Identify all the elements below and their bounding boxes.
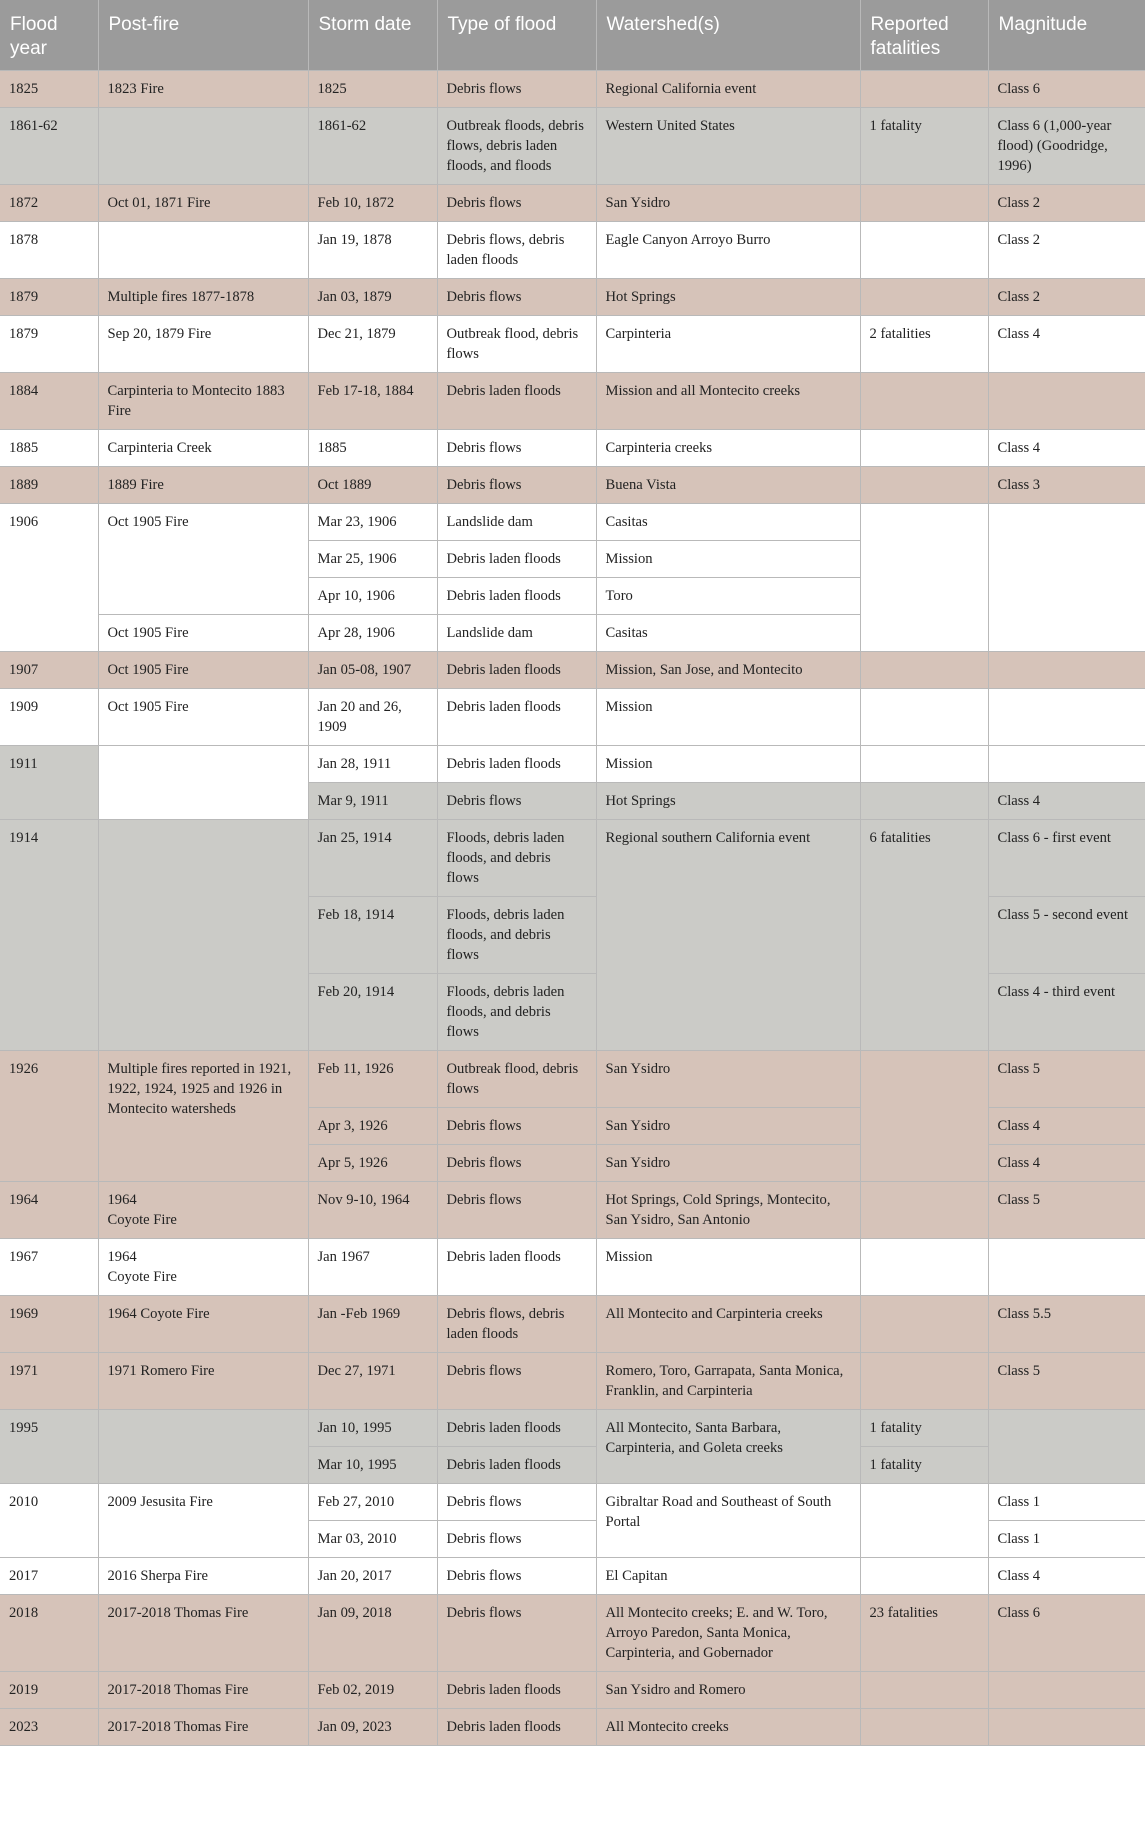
cell-flood-type: Debris laden floods: [437, 1709, 596, 1746]
cell-watershed: San Ysidro and Romero: [596, 1672, 860, 1709]
cell-watershed: San Ysidro: [596, 1145, 860, 1182]
cell-watershed: Casitas: [596, 504, 860, 541]
table-row: [0, 1672, 1145, 1709]
table-row: [0, 1595, 1145, 1672]
cell-storm-date: Jan 03, 1879: [308, 279, 437, 316]
cell-magnitude: Class 6 (1,000-year flood) (Goodridge, 1996): [988, 108, 1145, 185]
table-row: [0, 689, 1145, 746]
table-row: [0, 1709, 1145, 1746]
cell-post-fire: [98, 1410, 308, 1484]
cell-flood-type: Floods, debris laden floods, and debris flows: [437, 897, 596, 974]
cell-post-fire: Sep 20, 1879 Fire: [98, 316, 308, 373]
cell-post-fire: Oct 1905 Fire: [98, 652, 308, 689]
cell-flood-type: Debris flows: [437, 783, 596, 820]
cell-fatalities: [860, 1353, 988, 1410]
cell-fatalities: [860, 279, 988, 316]
cell-fatalities: [860, 1672, 988, 1709]
cell-storm-date: Feb 02, 2019: [308, 1672, 437, 1709]
cell-year: 1885: [0, 430, 98, 467]
header-storm-date: Storm date: [308, 0, 437, 71]
cell-fatalities: [860, 185, 988, 222]
cell-fatalities: 1 fatality: [860, 1410, 988, 1447]
header-flood-year: Flood year: [0, 0, 98, 71]
table-row: [0, 1353, 1145, 1410]
cell-flood-type: Outbreak flood, debris flows: [437, 1051, 596, 1108]
cell-storm-date: Mar 25, 1906: [308, 541, 437, 578]
table-row: [0, 185, 1145, 222]
cell-flood-type: Debris laden floods: [437, 1672, 596, 1709]
cell-year: 1907: [0, 652, 98, 689]
cell-flood-type: Debris laden floods: [437, 541, 596, 578]
cell-post-fire: 1971 Romero Fire: [98, 1353, 308, 1410]
cell-fatalities: [860, 1051, 988, 1182]
cell-watershed: Mission: [596, 1239, 860, 1296]
cell-magnitude: [988, 652, 1145, 689]
cell-year: 1906: [0, 504, 98, 652]
cell-magnitude: Class 5.5: [988, 1296, 1145, 1353]
cell-magnitude: Class 6: [988, 1595, 1145, 1672]
cell-storm-date: Mar 10, 1995: [308, 1447, 437, 1484]
cell-magnitude: Class 4: [988, 430, 1145, 467]
cell-watershed: Hot Springs, Cold Springs, Montecito, San Ysidro, San Antonio: [596, 1182, 860, 1239]
cell-flood-type: Debris flows: [437, 1558, 596, 1595]
cell-watershed: San Ysidro: [596, 1051, 860, 1108]
cell-year: 1879: [0, 279, 98, 316]
cell-storm-date: Feb 27, 2010: [308, 1484, 437, 1521]
cell-storm-date: 1825: [308, 71, 437, 108]
cell-magnitude: Class 6 - first event: [988, 820, 1145, 897]
cell-post-fire: [98, 222, 308, 279]
cell-storm-date: Jan 19, 1878: [308, 222, 437, 279]
cell-fatalities: 1 fatality: [860, 1447, 988, 1484]
table-row: [0, 279, 1145, 316]
cell-year: 1995: [0, 1410, 98, 1484]
cell-storm-date: Feb 20, 1914: [308, 974, 437, 1051]
cell-storm-date: Apr 3, 1926: [308, 1108, 437, 1145]
cell-fatalities: [860, 373, 988, 430]
cell-storm-date: Jan 20 and 26, 1909: [308, 689, 437, 746]
cell-flood-type: Debris flows: [437, 71, 596, 108]
cell-post-fire: Oct 1905 Fire: [98, 689, 308, 746]
cell-magnitude: Class 1: [988, 1484, 1145, 1521]
table-row: [0, 1296, 1145, 1353]
cell-magnitude: Class 4 - third event: [988, 974, 1145, 1051]
cell-watershed: Toro: [596, 578, 860, 615]
cell-flood-type: Debris laden floods: [437, 373, 596, 430]
cell-flood-type: Outbreak floods, debris flows, debris laden floods, and floods: [437, 108, 596, 185]
cell-post-fire: Oct 1905 Fire: [98, 504, 308, 615]
cell-storm-date: Feb 11, 1926: [308, 1051, 437, 1108]
table-row: [0, 222, 1145, 279]
cell-watershed: San Ysidro: [596, 185, 860, 222]
cell-storm-date: Apr 10, 1906: [308, 578, 437, 615]
cell-storm-date: Mar 23, 1906: [308, 504, 437, 541]
cell-year: 1878: [0, 222, 98, 279]
cell-flood-type: Debris flows: [437, 1484, 596, 1521]
cell-fatalities: 6 fatalities: [860, 820, 988, 1051]
cell-post-fire: Carpinteria to Montecito 1883 Fire: [98, 373, 308, 430]
cell-flood-type: Landslide dam: [437, 504, 596, 541]
cell-watershed: All Montecito and Carpinteria creeks: [596, 1296, 860, 1353]
cell-year: 1889: [0, 467, 98, 504]
cell-watershed: Western United States: [596, 108, 860, 185]
cell-storm-date: Jan 25, 1914: [308, 820, 437, 897]
cell-year: 1969: [0, 1296, 98, 1353]
cell-fatalities: [860, 1709, 988, 1746]
cell-post-fire: [98, 108, 308, 185]
cell-magnitude: [988, 504, 1145, 652]
cell-magnitude: Class 4: [988, 1108, 1145, 1145]
cell-fatalities: [860, 504, 988, 652]
cell-year: 1914: [0, 820, 98, 1051]
cell-fatalities: [860, 71, 988, 108]
header-magnitude: Magnitude: [988, 0, 1145, 71]
cell-watershed: All Montecito creeks: [596, 1709, 860, 1746]
cell-year: 1911: [0, 746, 98, 820]
cell-post-fire: Oct 01, 1871 Fire: [98, 185, 308, 222]
cell-magnitude: Class 2: [988, 279, 1145, 316]
cell-flood-type: Debris flows: [437, 1145, 596, 1182]
table-row: [0, 820, 1145, 897]
cell-flood-type: Floods, debris laden floods, and debris flows: [437, 974, 596, 1051]
cell-post-fire: 2017-2018 Thomas Fire: [98, 1595, 308, 1672]
cell-post-fire: 1823 Fire: [98, 71, 308, 108]
cell-year: 1964: [0, 1182, 98, 1239]
cell-watershed: Romero, Toro, Garrapata, Santa Monica, Franklin, and Carpinteria: [596, 1353, 860, 1410]
cell-watershed: Regional southern California event: [596, 820, 860, 1051]
cell-flood-type: Debris flows: [437, 1521, 596, 1558]
cell-storm-date: Apr 28, 1906: [308, 615, 437, 652]
cell-storm-date: Jan -Feb 1969: [308, 1296, 437, 1353]
cell-post-fire: Multiple fires 1877-1878: [98, 279, 308, 316]
cell-post-fire: 1964 Coyote Fire: [98, 1182, 308, 1239]
cell-magnitude: [988, 1410, 1145, 1484]
cell-fatalities: 1 fatality: [860, 108, 988, 185]
cell-magnitude: Class 2: [988, 222, 1145, 279]
cell-flood-type: Debris laden floods: [437, 1239, 596, 1296]
cell-watershed: Hot Springs: [596, 783, 860, 820]
table-row: [0, 1051, 1145, 1108]
cell-flood-type: Debris flows, debris laden floods: [437, 222, 596, 279]
cell-post-fire: [98, 746, 308, 820]
cell-year: 1825: [0, 71, 98, 108]
cell-flood-type: Debris flows: [437, 467, 596, 504]
cell-post-fire: Carpinteria Creek: [98, 430, 308, 467]
cell-magnitude: Class 1: [988, 1521, 1145, 1558]
cell-watershed: Carpinteria creeks: [596, 430, 860, 467]
cell-year: 2019: [0, 1672, 98, 1709]
cell-magnitude: Class 5: [988, 1051, 1145, 1108]
cell-year: 2023: [0, 1709, 98, 1746]
cell-flood-type: Debris flows: [437, 1353, 596, 1410]
cell-flood-type: Debris flows, debris laden floods: [437, 1296, 596, 1353]
cell-watershed: Eagle Canyon Arroyo Burro: [596, 222, 860, 279]
cell-post-fire: 1964 Coyote Fire: [98, 1296, 308, 1353]
cell-flood-type: Debris flows: [437, 1108, 596, 1145]
cell-fatalities: [860, 652, 988, 689]
cell-magnitude: Class 5: [988, 1353, 1145, 1410]
cell-fatalities: 2 fatalities: [860, 316, 988, 373]
table-row: [0, 1484, 1145, 1521]
cell-flood-type: Debris flows: [437, 279, 596, 316]
cell-post-fire: Multiple fires reported in 1921, 1922, 1924, 1925 and 1926 in Montecito watersheds: [98, 1051, 308, 1182]
table-row: [0, 1182, 1145, 1239]
cell-post-fire: 2017-2018 Thomas Fire: [98, 1672, 308, 1709]
cell-fatalities: [860, 783, 988, 820]
cell-fatalities: [860, 430, 988, 467]
cell-post-fire: 2009 Jesusita Fire: [98, 1484, 308, 1558]
cell-storm-date: 1861-62: [308, 108, 437, 185]
cell-post-fire: 2016 Sherpa Fire: [98, 1558, 308, 1595]
cell-flood-type: Debris flows: [437, 1182, 596, 1239]
cell-watershed: Carpinteria: [596, 316, 860, 373]
cell-flood-type: Debris laden floods: [437, 1410, 596, 1447]
cell-flood-type: Landslide dam: [437, 615, 596, 652]
cell-fatalities: [860, 222, 988, 279]
table-row: [0, 316, 1145, 373]
cell-watershed: Mission, San Jose, and Montecito: [596, 652, 860, 689]
cell-flood-type: Debris flows: [437, 430, 596, 467]
cell-flood-type: Debris laden floods: [437, 689, 596, 746]
cell-year: 2010: [0, 1484, 98, 1558]
table-row: [0, 71, 1145, 108]
cell-magnitude: Class 4: [988, 1558, 1145, 1595]
cell-fatalities: [860, 1484, 988, 1558]
cell-year: 1909: [0, 689, 98, 746]
cell-storm-date: Mar 03, 2010: [308, 1521, 437, 1558]
cell-watershed: All Montecito creeks; E. and W. Toro, Arroyo Paredon, Santa Monica, Carpinteria, and Gobernador: [596, 1595, 860, 1672]
cell-magnitude: Class 4: [988, 783, 1145, 820]
cell-magnitude: Class 5: [988, 1182, 1145, 1239]
cell-flood-type: Debris laden floods: [437, 746, 596, 783]
cell-watershed: San Ysidro: [596, 1108, 860, 1145]
cell-storm-date: Feb 10, 1872: [308, 185, 437, 222]
cell-post-fire: Oct 1905 Fire: [98, 615, 308, 652]
cell-post-fire: 1889 Fire: [98, 467, 308, 504]
table-row: [0, 504, 1145, 541]
cell-fatalities: [860, 1182, 988, 1239]
cell-fatalities: 23 fatalities: [860, 1595, 988, 1672]
cell-watershed: Casitas: [596, 615, 860, 652]
cell-flood-type: Debris laden floods: [437, 652, 596, 689]
cell-storm-date: 1885: [308, 430, 437, 467]
cell-watershed: Hot Springs: [596, 279, 860, 316]
cell-storm-date: Jan 1967: [308, 1239, 437, 1296]
cell-magnitude: [988, 373, 1145, 430]
cell-watershed: Regional California event: [596, 71, 860, 108]
cell-year: 1879: [0, 316, 98, 373]
cell-flood-type: Floods, debris laden floods, and debris flows: [437, 820, 596, 897]
cell-watershed: El Capitan: [596, 1558, 860, 1595]
cell-watershed: Gibraltar Road and Southeast of South Portal: [596, 1484, 860, 1558]
cell-year: 1967: [0, 1239, 98, 1296]
cell-magnitude: [988, 1672, 1145, 1709]
cell-magnitude: [988, 689, 1145, 746]
table-row: [0, 108, 1145, 185]
cell-year: 2018: [0, 1595, 98, 1672]
table-row: [0, 1410, 1145, 1447]
cell-fatalities: [860, 1558, 988, 1595]
cell-fatalities: [860, 467, 988, 504]
cell-fatalities: [860, 1296, 988, 1353]
cell-storm-date: Jan 10, 1995: [308, 1410, 437, 1447]
cell-post-fire: 1964 Coyote Fire: [98, 1239, 308, 1296]
cell-storm-date: Jan 05-08, 1907: [308, 652, 437, 689]
table-row: [0, 746, 1145, 783]
table-row: [0, 652, 1145, 689]
table-row: [0, 373, 1145, 430]
cell-year: 2017: [0, 1558, 98, 1595]
cell-year: 1861-62: [0, 108, 98, 185]
cell-watershed: Mission: [596, 689, 860, 746]
cell-storm-date: Jan 09, 2023: [308, 1709, 437, 1746]
cell-magnitude: Class 4: [988, 1145, 1145, 1182]
cell-watershed: Buena Vista: [596, 467, 860, 504]
cell-magnitude: Class 2: [988, 185, 1145, 222]
table-row: [0, 467, 1145, 504]
cell-post-fire: [98, 820, 308, 1051]
cell-flood-type: Outbreak flood, debris flows: [437, 316, 596, 373]
table-header-row: [0, 0, 1145, 71]
cell-storm-date: Feb 17-18, 1884: [308, 373, 437, 430]
cell-magnitude: [988, 746, 1145, 783]
cell-storm-date: Dec 27, 1971: [308, 1353, 437, 1410]
cell-fatalities: [860, 689, 988, 746]
cell-watershed: Mission and all Montecito creeks: [596, 373, 860, 430]
header-post-fire: Post-fire: [98, 0, 308, 71]
cell-storm-date: Nov 9-10, 1964: [308, 1182, 437, 1239]
cell-magnitude: [988, 1709, 1145, 1746]
cell-year: 1872: [0, 185, 98, 222]
cell-watershed: All Montecito, Santa Barbara, Carpinteria, and Goleta creeks: [596, 1410, 860, 1484]
cell-storm-date: Feb 18, 1914: [308, 897, 437, 974]
cell-flood-type: Debris flows: [437, 185, 596, 222]
cell-storm-date: Jan 28, 1911: [308, 746, 437, 783]
header-type-of-flood: Type of flood: [437, 0, 596, 71]
cell-fatalities: [860, 746, 988, 783]
cell-storm-date: Jan 20, 2017: [308, 1558, 437, 1595]
cell-flood-type: Debris laden floods: [437, 578, 596, 615]
cell-storm-date: Mar 9, 1911: [308, 783, 437, 820]
cell-storm-date: Jan 09, 2018: [308, 1595, 437, 1672]
cell-magnitude: Class 3: [988, 467, 1145, 504]
header-watersheds: Watershed(s): [596, 0, 860, 71]
cell-flood-type: Debris laden floods: [437, 1447, 596, 1484]
cell-watershed: Mission: [596, 541, 860, 578]
cell-year: 1971: [0, 1353, 98, 1410]
cell-flood-type: Debris flows: [437, 1595, 596, 1672]
cell-magnitude: Class 5 - second event: [988, 897, 1145, 974]
header-reported-fatalities: Reported fatalities: [860, 0, 988, 71]
cell-year: 1926: [0, 1051, 98, 1182]
cell-storm-date: Oct 1889: [308, 467, 437, 504]
table-row: [0, 430, 1145, 467]
cell-year: 1884: [0, 373, 98, 430]
cell-magnitude: Class 6: [988, 71, 1145, 108]
cell-watershed: Mission: [596, 746, 860, 783]
cell-storm-date: Apr 5, 1926: [308, 1145, 437, 1182]
table-row: [0, 1239, 1145, 1296]
cell-post-fire: 2017-2018 Thomas Fire: [98, 1709, 308, 1746]
cell-magnitude: Class 4: [988, 316, 1145, 373]
table-row: [0, 1558, 1145, 1595]
cell-magnitude: [988, 1239, 1145, 1296]
cell-storm-date: Dec 21, 1879: [308, 316, 437, 373]
cell-fatalities: [860, 1239, 988, 1296]
